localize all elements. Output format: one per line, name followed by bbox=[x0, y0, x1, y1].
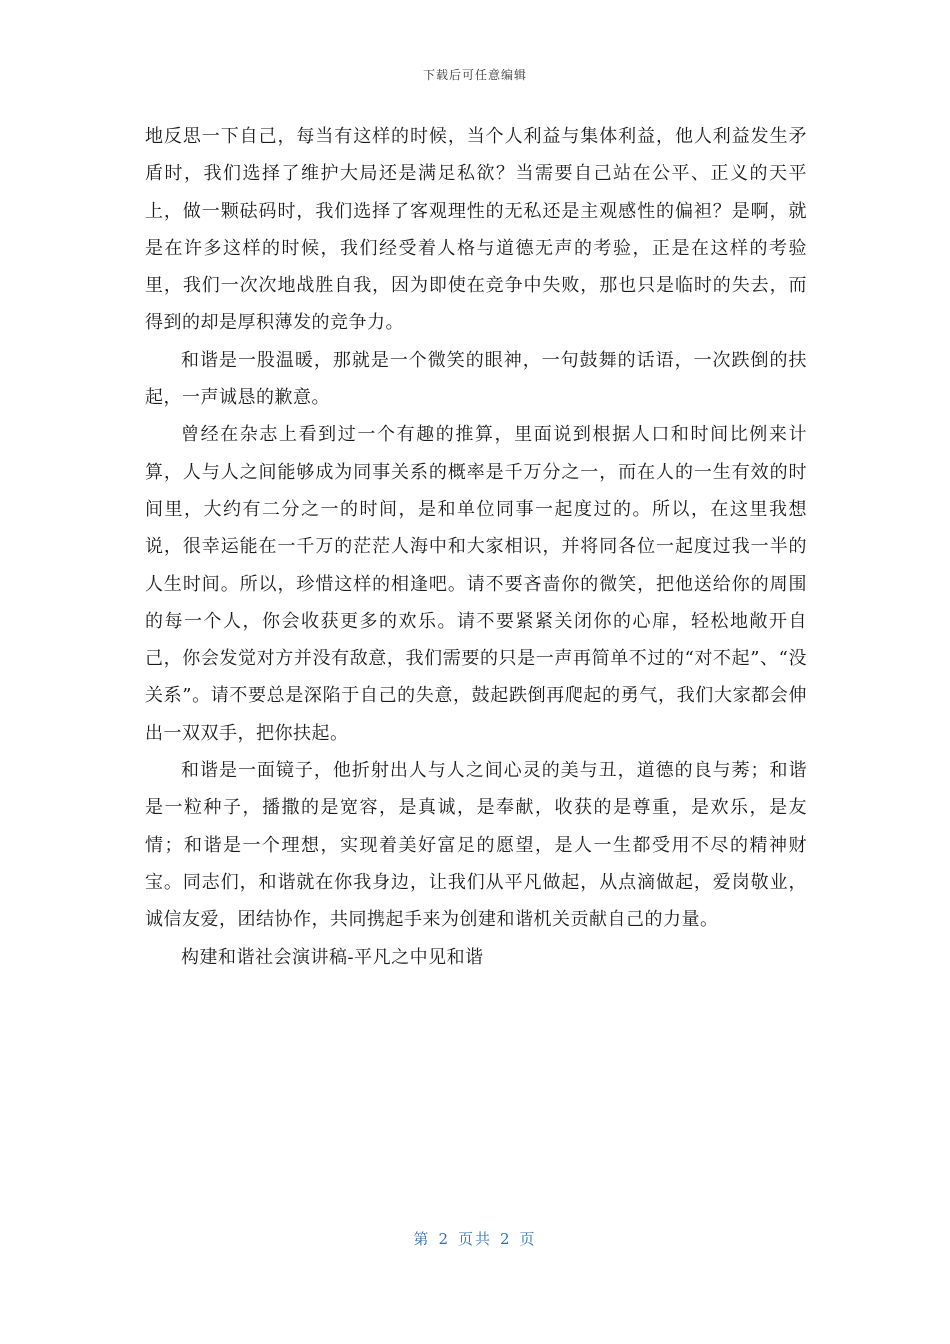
page-footer bbox=[0, 1228, 950, 1249]
footer-middle: 页共 bbox=[457, 1230, 492, 1248]
footer-total-pages: 2 bbox=[500, 1230, 512, 1248]
header-note: 下载后可任意编辑 bbox=[422, 68, 527, 82]
footer-prefix: 第 bbox=[413, 1230, 431, 1248]
footer-suffix: 页 bbox=[519, 1230, 537, 1248]
paragraph-continuation: 地反思一下自己，每当有这样的时候，当个人利益与集体利益，他人利益发生矛盾时，我们选择了维护大局还是满足私欲？当需要自己站在公平、正义的天平上，做一颗砝码时，我们选择了客观理性的无私还是主观感性的偏袒？是啊，就是在许多这样的时候，我们经受着人格与道德无声的考验，正是在这样的考验里，我们一次次地战胜自我，因为即使在竞争中失败，那也只是临时的失去，而得到的却是厚积薄发的竞争力。 bbox=[145, 126, 807, 334]
paragraph-warmth: 和谐是一股温暖，那就是一个微笑的眼神，一句鼓舞的话语，一次跌倒的扶起，一声诚恳的歉意。 bbox=[145, 349, 807, 409]
paragraph-colleagues: 曾经在杂志上看到过一个有趣的推算，里面说到根据人口和时间比例来计算，人与人之间能够成为同事关系的概率是千万分之一，而在人的一生有效的时间里，大约有二分之一的时间，是和单位同事一起度过的。所以，在这里我想说，很幸运能在一千万的茫茫人海中和大家相识，并将同各位一起度过我一半的人生时间。所以，珍惜这样的相逢吧。请不要吝啬你的微笑，把他送给你的周围的每一个人，你会收获更多的欢乐。请不要紧紧关闭你的心扉，轻松地敞开自己，你会发觉对方并没有敌意，我们需要的只是一声再简单不过的“对不起”、“没关系”。请不要总是深陷于自己的失意，鼓起跌倒再爬起的勇气，我们大家都会伸出一双双手，把你扶起。 bbox=[145, 424, 807, 744]
footer-current-page: 2 bbox=[438, 1230, 450, 1248]
document-body bbox=[145, 118, 807, 976]
paragraph-title-line: 构建和谐社会演讲稿-平凡之中见和谐 bbox=[181, 946, 484, 968]
paragraph-mirror: 和谐是一面镜子，他折射出人与人之间心灵的美与丑，道德的良与莠；和谐是一粒种子，播撒的是宽容，是真诚，是奉献，收获的是尊重，是欢乐，是友情；和谐是一个理想，实现着美好富足的愿望，是人一生都受用不尽的精神财宝。同志们，和谐就在你我身边，让我们从平凡做起，从点滴做起，爱岗敬业，诚信友爱，团结协作，共同携起手来为创建和谐机关贡献自己的力量。 bbox=[145, 760, 807, 931]
